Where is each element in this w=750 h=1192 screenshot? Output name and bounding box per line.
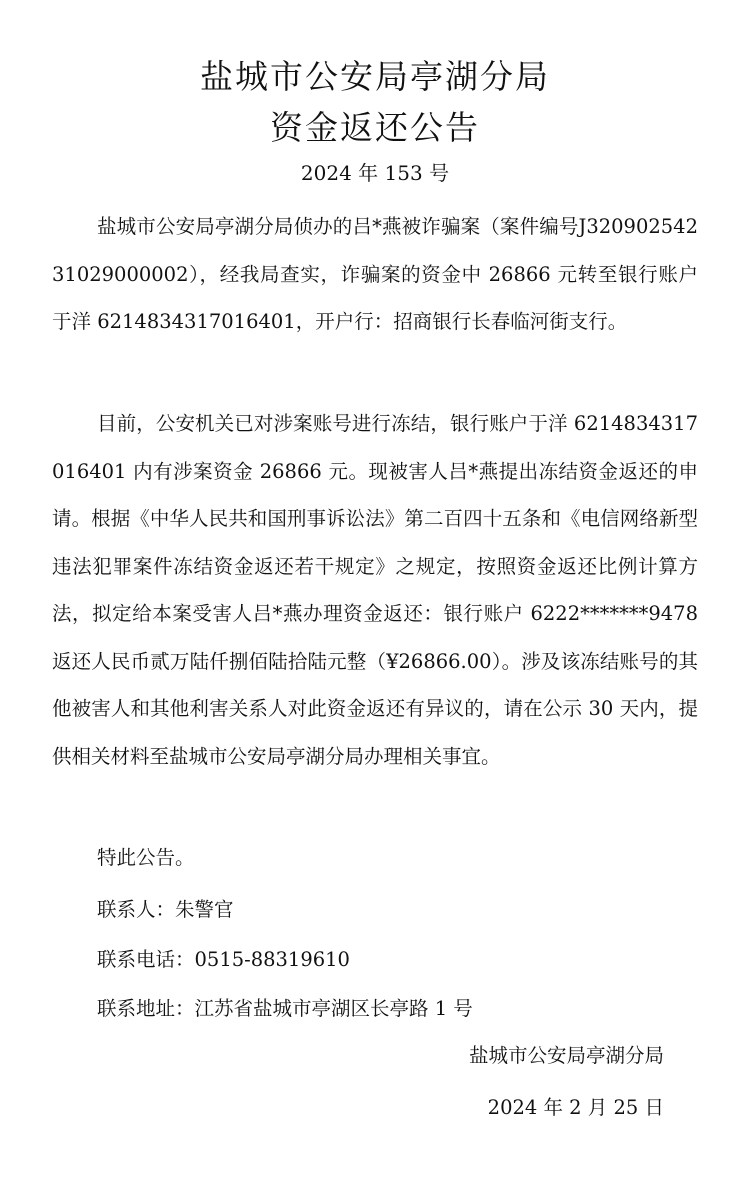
document-subtitle: 资金返还公告 (270, 108, 480, 147)
contact-phone: 联系电话：0515-88319610 (97, 948, 350, 971)
signature-organization: 盐城市公安局亭湖分局 (468, 1044, 664, 1067)
document-title: 盐城市公安局亭湖分局 (200, 57, 550, 96)
paragraph-refund-details: 目前，公安机关已对涉案账号进行冻结，银行账户于洋 6214834317016401 内有涉案资金 26866 元。现被害人吕*燕提出冻结资金返还的申请。根据《中华人民共和国刑事诉讼法》第二百四十五条和《电信网络新型违法犯罪案件冻结资金返还若干规定》之规定，按照资金返还比例计算方法，拟定给本案受害人吕*燕办理资金返还：银行账户 6222*******9478 返还人民币贰万陆仟捌佰陆拾陆元整（¥26866.00）。涉及该冻结账号的其他被害人和其他利害关系人对此资金返还有异议的，请在公示 30 天内，提供相关材料至盐城市公安局亭湖分局办理相关事宜。 (52, 412, 698, 768)
contact-address: 联系地址：江苏省盐城市亭湖区长亭路 1 号 (97, 997, 473, 1020)
closing-text: 特此公告。 (97, 846, 195, 869)
contact-person: 联系人：朱警官 (97, 898, 234, 921)
paragraph-case-details: 盐城市公安局亭湖分局侦办的吕*燕被诈骗案（案件编号J32090254231029000002），经我局查实，诈骗案的资金中 26866 元转至银行账户于洋 6214834317016401，开户行：招商银行长春临河街支行。 (52, 215, 698, 333)
document-number: 2024 年 153 号 (300, 161, 450, 185)
signature-date: 2024 年 2 月 25 日 (487, 1096, 664, 1119)
